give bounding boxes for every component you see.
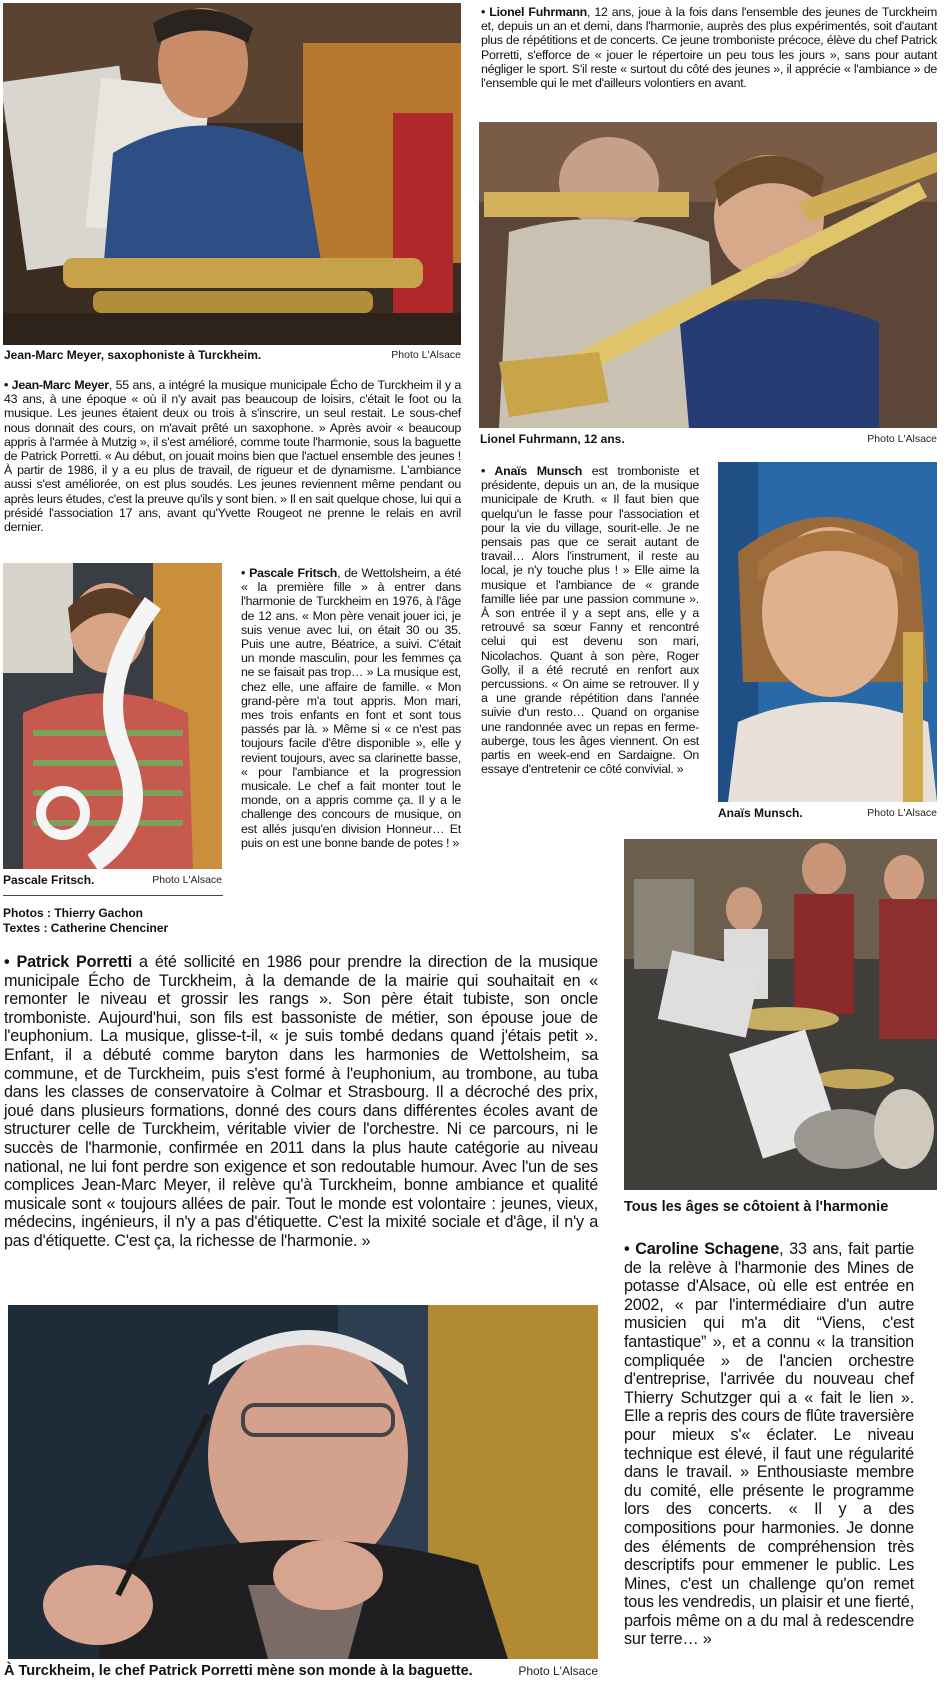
article-name: Patrick Porretti [16, 953, 133, 971]
bullet: • [481, 464, 495, 478]
caption-porretti: À Turckheim, le chef Patrick Porretti mène son monde à la baguette. [4, 1663, 473, 1679]
bullet: • [481, 5, 490, 19]
article-meyer [4, 378, 461, 534]
caption-fritsch: Pascale Fritsch. [3, 873, 95, 887]
article-body: est tromboniste et présidente, depuis un an, de la musique municipale de Kruth. « Il faut bien que quelqu'un le fasse pour l'association et pour la vie du village, sourit-elle. Je ne pensais pas que ce serait autant de travail… Alors l'instrument, il reste au local, je n'y touche plus ! » Elle aime la musique et l'ambiance de « grande famille liée par une passion commune ». À son entrée il y a sept ans, elle y a retrouvé sa sœur Fanny et rencontré celui qui est devenu son mari, Nicolachos. Quant à son père, Roger Golly, il a été recruté en renfort aux percussions. « On aime se retrouver. Il y a une grande répétition dans l'année suivie d'un resto… Quand on organise une randonnée avec un repas en ferme-auberge, tous les âges viennent. On est partis en week-end en Sardaigne. On essaye d'entretenir ce côté convivial. » [481, 464, 699, 777]
article-body: , 55 ans, a intégré la musique municipale Écho de Turckheim il y a 43 ans, à une époque « où il n'y avait pas beaucoup de loisirs, c'était le foot ou la musique. Les jeunes étaient deux ou trois à s'inscrire, un seul restait. Le sous-chef nous donnait des cours, on m'avait prêté un saxophone. » Après avoir « beaucoup appris à l'armée à Mutzig », il s'est amélioré, comme toute l'harmonie, sous la baguette de Patrick Porretti. « Au début, on jouait moins bien que l'actuel ensemble des jeunes ! À partir de 1986, il y a eu plus de travail, de rigueur et de dynamisme. L'ambiance aussi s'est améliorée, on est plus soudés. Les jeunes reviennent même pendant ou après leurs études, c'est la preuve qu'ils y sont bien. » Il en sait quelque chose, lui qui a présidé l'association 17 ans, avant qu'Yvette Rougeot ne prenne le relais en avril dernier. [4, 378, 461, 535]
article-body: , 12 ans, joue à la fois dans l'ensemble des jeunes de Turckheim et, depuis un an et demi, dans l'harmonie, auprès des plus expérimentés, soit d'autant plus de répétitions et de concerts. Ce jeune tromboniste précoce, élève du chef Patrick Porretti, s'efforce de « jouer le répertoire un peu tous les jours », sans pour autant négliger le sport. S'il reste « surtout du côté des jeunes », il apprécie « l'ambiance » de l'ensemble qui le met d'ailleurs volontiers en avant. [481, 5, 938, 91]
article-body: a été sollicité en 1986 pour prendre la direction de la musique municipale Écho de Turckheim, à la demande de la mairie qui souhaitait en « remonter le niveau et grossir les rangs ». Son père était tubiste, son oncle tromboniste. Aujourd'hui, son fils est bassoniste de métier, son épouse joue de l'euphonium. La musique, glisse-t-il, « je suis tombé dedans quand j'étais petit ». Enfant, il a débuté comme baryton dans les harmonies de Wettolsheim, sa commune, et de Turckheim, puis s'est formé à l'euphonium, au trombone, au tuba dans les classes de conservatoire à Colmar et Strasbourg. Il a décroché des prix, joué dans plusieurs formations, donné des cours dans différentes écoles avant de structurer celle de Turckheim, véritable vivier de l'orchestre. Ni ce parcours, ni le succès de l'harmonie, confirmée en 2011 dans la plus haute catégorie au niveau national, ne lui font perdre son exigence et son redoutable humour. Avec l'un de ses complices Jean-Marc Meyer, il relève qu'à Turckheim, bonne ambiance et qualité musicale sont « toujours allées de pair. Tout le monde est volontaire : jeunes, vieux, médecins, ingénieurs, il n'y a pas d'étiquette. C'est la mixité sociale et d'âge, il n'y a pas d'étiquette. C'est ça, la richesse de l'harmonie. » [4, 953, 598, 1250]
article-name: Pascale Fritsch [249, 566, 338, 580]
caption-ages: Tous les âges se côtoient à l'harmonie [624, 1199, 889, 1215]
article-munsch [481, 464, 699, 776]
photo-patrick-porretti [8, 1305, 598, 1659]
caption-munsch: Anaïs Munsch. [718, 806, 803, 820]
article-fritsch [241, 566, 461, 850]
divider [3, 895, 223, 896]
article-fuhrmann [481, 5, 937, 90]
article-name: Anaïs Munsch [494, 464, 583, 478]
credit-fritsch: Photo L'Alsace [152, 874, 222, 886]
bullet: • [624, 1240, 636, 1258]
bullet: • [4, 378, 12, 392]
bullet: • [241, 566, 250, 580]
caption-fuhrmann: Lionel Fuhrmann, 12 ans. [480, 432, 625, 446]
article-body: , 33 ans, fait partie de la relève à l'harmonie des Mines de potasse d'Alsace, où elle est entrée en 2002, « par l'intermédiaire d'un autre musicien qui m'a dit “Viens, c'est fantastique” », et a connu « la transition compliquée » de l'ancien orchestre d'entreprise, l'arrivée du nouveau chef Thierry Schutzger qui a « fait le lien ». Elle a repris des cours de flûte traversière pour mieux s'« éclater. Le niveau technique est élevé, il faut une régularité dans le travail. » Enthousiaste membre du comité, elle présente le programme lors des concerts. « Il y a des compositions pour harmonies. Je donne des éléments de compréhension très descriptifs pour emmener le public. Les Mines, c'est un challenge qu'on remet tous les vendredis, un plaisir et une fierté, parfois même on a du mal à redescendre sur terre… » [624, 1240, 914, 1649]
credit-fuhrmann: Photo L'Alsace [867, 433, 937, 445]
caption-meyer: Jean-Marc Meyer, saxophoniste à Turckheim. [4, 348, 262, 362]
photo-jean-marc-meyer [3, 3, 461, 345]
article-porretti [4, 953, 598, 1251]
credit-porretti: Photo L'Alsace [518, 1664, 598, 1678]
photo-pascale-fritsch [3, 563, 222, 869]
bullet: • [4, 953, 17, 971]
article-name: Caroline Schagene [635, 1240, 780, 1258]
credit-munsch: Photo L'Alsace [867, 807, 937, 819]
credit-meyer: Photo L'Alsace [391, 349, 461, 361]
article-name: Jean-Marc Meyer [11, 378, 109, 392]
photo-anais-munsch [718, 462, 937, 802]
credit-photos-line: Photos : Thierry Gachon [3, 906, 144, 920]
photo-lionel-fuhrmann [479, 122, 937, 428]
article-body: , de Wettolsheim, a été « la première fille » à entrer dans l'harmonie de Turckheim en 1976, à l'âge de 12 ans. « Mon père venait jouer ici, je suis venue avec lui, on était 30 ou 35. Puis une autre, Béatrice, a suivi. C'était un monde masculin, pour les femmes ça ne se faisait pas trop… » La musique est, chez elle, une affaire de famille. « Mon grand-père m'a tout appris. Mon mari, mes trois enfants en font et sont tous passés par là. » Même si « ce n'est pas toujours facile d'être disponible », elle y revient toujours, avec sa clarinette basse, « pour l'ambiance et la progression musicale. Le chef a fait monter tout le monde, on a appris comme ça. Il y a le challenge des concours de musique, on est allés jusqu'en division Honneur… Et puis on est une bonne bande de potes ! » [241, 566, 462, 850]
photo-tous-les-ages [624, 839, 937, 1190]
article-name: Lionel Fuhrmann [489, 5, 587, 19]
credit-texts-line: Textes : Catherine Chenciner [3, 921, 169, 935]
article-schagene [624, 1240, 914, 1649]
